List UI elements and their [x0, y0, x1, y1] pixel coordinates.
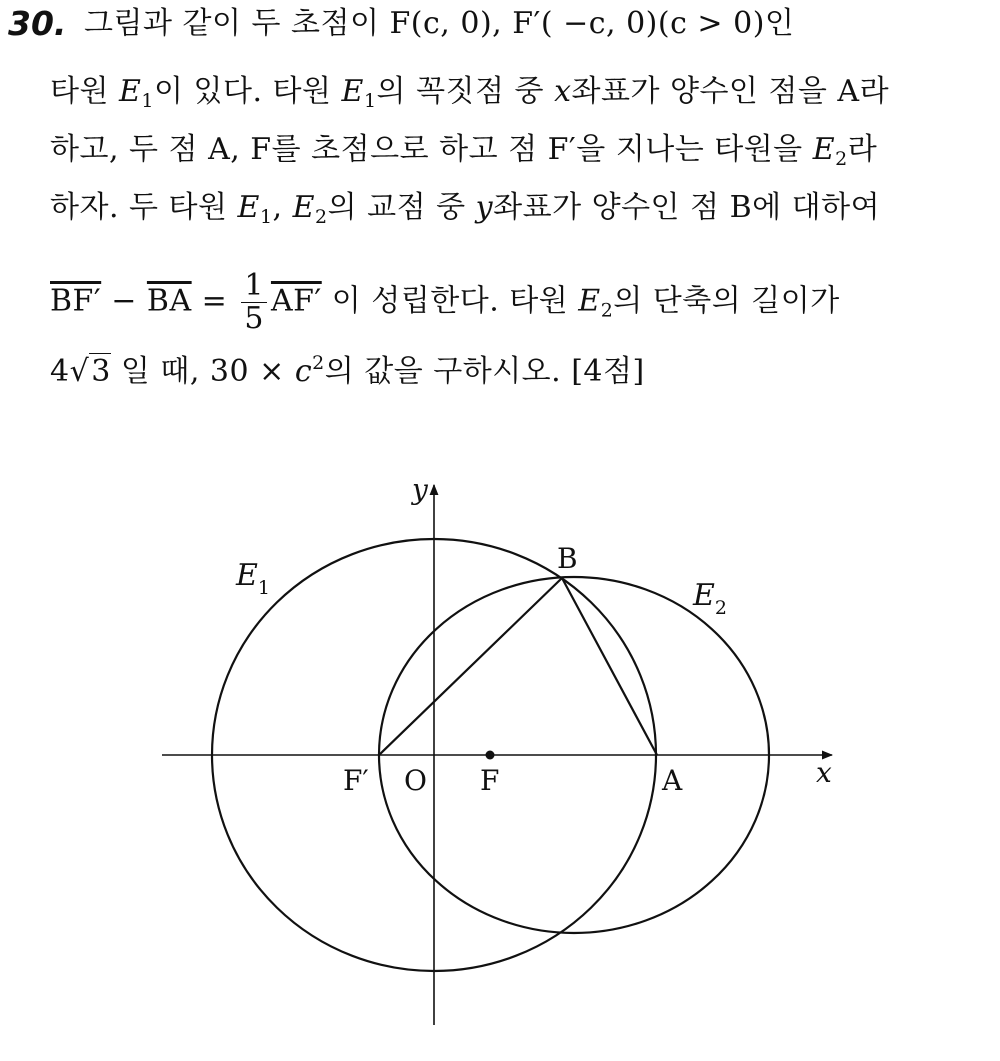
var-c: c — [294, 354, 313, 389]
line4-e2-sub: 2 — [315, 206, 328, 228]
line4-pre: 하자. 두 타원 — [50, 190, 238, 225]
line4-e1: E — [237, 190, 260, 225]
line4-post: 좌표가 양수인 점 B에 대하여 — [493, 190, 881, 225]
label-f: F — [480, 764, 500, 797]
label-e1-sub: 1 — [257, 577, 270, 599]
minus-sign: − — [101, 283, 147, 319]
line6-mid: 일 때, 30 × — [110, 354, 295, 389]
line4-e1-sub: 1 — [259, 206, 273, 228]
fraction-denominator: 5 — [244, 301, 264, 336]
radical-sign: √ — [69, 354, 90, 389]
segment-ba: $\overline{BA}$ — [146, 283, 192, 319]
ellipse-e1-name-2: E — [341, 74, 364, 109]
var-x: x — [554, 74, 572, 109]
line5-post2: 의 단축의 길이가 — [613, 283, 840, 319]
radicand: 3 — [91, 354, 111, 389]
line3-text: 하고, 두 점 A, F를 초점으로 하고 점 F′을 지나는 타원을 — [50, 132, 813, 167]
label-x-axis: x — [816, 756, 832, 789]
problem-number: 30. — [8, 4, 67, 43]
equals-sign: = — [191, 283, 238, 319]
line5-e2: E — [578, 283, 601, 319]
line2-mid2: 의 꼭짓점 중 — [376, 74, 555, 109]
segment-bf-prime: BF′ — [50, 283, 102, 319]
label-e1 — [235, 558, 270, 599]
var-y: y — [475, 190, 494, 225]
ellipse-e1-sub-2: 1 — [363, 90, 377, 112]
label-e2 — [692, 578, 727, 619]
exponent-two: 2 — [312, 352, 325, 374]
label-e1-letter: E — [236, 558, 258, 593]
ellipse-e1-sub: 1 — [141, 90, 154, 112]
ellipse-e2-name: E — [812, 132, 836, 167]
line3-post: 라 — [847, 132, 878, 167]
fraction-numerator: 1 — [241, 270, 267, 303]
coef-four: 4 — [50, 354, 70, 389]
line2-post: 좌표가 양수인 점을 A라 — [571, 74, 890, 109]
line5-e2-sub: 2 — [600, 299, 614, 322]
segment-af-prime: AF′ — [270, 283, 322, 319]
line6-post: 의 값을 구하시오. [4점] — [324, 354, 645, 389]
ellipse-e1-name: E — [119, 74, 142, 109]
line2-pre: 타원 — [50, 74, 119, 109]
label-e2-sub: 2 — [714, 597, 727, 619]
label-b: B — [557, 542, 578, 575]
label-f-prime: F′ — [343, 764, 369, 797]
segment-b-a — [562, 578, 657, 755]
line4-comma: , — [272, 190, 293, 225]
label-y-axis: y — [412, 473, 428, 506]
focus-f-point — [486, 751, 495, 760]
label-a: A — [662, 764, 683, 797]
label-origin: O — [404, 764, 427, 797]
line5-post: 이 성립한다. 타원 — [321, 283, 579, 319]
ellipse-e2-sub: 2 — [835, 148, 848, 170]
line4-mid: 의 교점 중 — [327, 190, 476, 225]
line4-e2: E — [292, 190, 316, 225]
line2-mid1: 이 있다. 타원 — [154, 74, 342, 109]
label-e2-letter: E — [693, 578, 715, 613]
problem-line-1: 그림과 같이 두 초점이 F(c, 0), F′( −c, 0)(c > 0)인 — [84, 6, 795, 41]
